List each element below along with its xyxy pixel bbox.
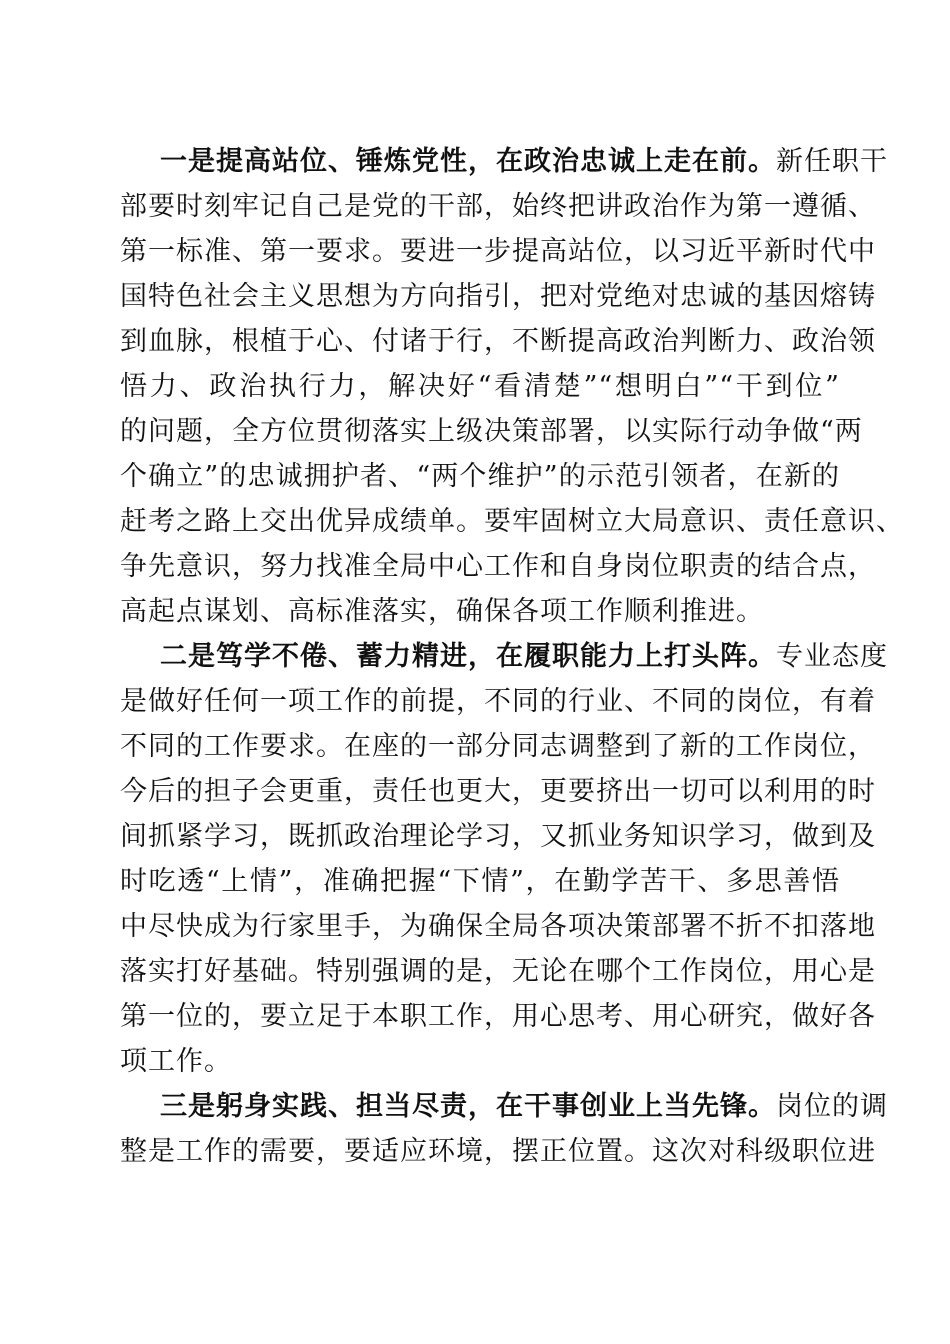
paragraph-1-text: 新任职干 (776, 146, 888, 177)
paragraph-2-line-6: 时吃透“上情”，准确把握“下情”，在勤学苦干、多思善悟 (120, 866, 840, 897)
paragraph-3-text: 岗位的调 (776, 1091, 888, 1122)
paragraph-1-line-11: 高起点谋划、高标准落实，确保各项工作顺利推进。 (120, 596, 764, 627)
paragraph-1-line-2: 部要时刻牢记自己是党的干部，始终把讲政治作为第一遵循、 (120, 191, 876, 222)
paragraph-1-line-9: 赶考之路上交出优异成绩单。要牢固树立大局意识、责任意识、 (120, 506, 904, 537)
paragraph-3-line-2: 整是工作的需要，要适应环境，摆正位置。这次对科级职位进 (120, 1136, 876, 1167)
paragraph-1-line-5: 到血脉，根植于心、付诸于行，不断提高政治判断力、政治领 (120, 326, 876, 357)
paragraph-1-line-6: 悟力、政治执行力，解决好“看清楚”“想明白”“干到位” (120, 371, 840, 402)
paragraph-1-heading: 一是提高站位、锤炼党性，在政治忠诚上走在前。 (160, 146, 776, 177)
paragraph-1-line-3: 第一标准、第一要求。要进一步提高站位，以习近平新时代中 (120, 236, 876, 267)
paragraph-2-text: 专业态度 (776, 641, 888, 672)
paragraph-1-line-4: 国特色社会主义思想为方向指引，把对党绝对忠诚的基因熔铸 (120, 281, 876, 312)
paragraph-1-line-8: 个确立”的忠诚拥护者、“两个维护”的示范引领者，在新的 (120, 461, 840, 492)
paragraph-2-line-4: 今后的担子会更重，责任也更大，更要挤出一切可以利用的时 (120, 776, 876, 807)
paragraph-2-heading: 二是笃学不倦、蓄力精进，在履职能力上打头阵。 (160, 641, 776, 672)
paragraph-2-line-10: 项工作。 (120, 1046, 232, 1077)
paragraph-2-line-5: 间抓紧学习，既抓政治理论学习，又抓业务知识学习，做到及 (120, 821, 876, 852)
paragraph-2-line-8: 落实打好基础。特别强调的是，无论在哪个工作岗位，用心是 (120, 956, 876, 987)
paragraph-3-heading: 三是躬身实践、担当尽责，在干事创业上当先锋。 (160, 1091, 776, 1122)
paragraph-1-line-10: 争先意识，努力找准全局中心工作和自身岗位职责的结合点， (120, 551, 876, 582)
paragraph-1-line-1 (160, 142, 888, 182)
paragraph-2-line-9: 第一位的，要立足于本职工作，用心思考、用心研究，做好各 (120, 1001, 876, 1032)
paragraph-2-line-3: 不同的工作要求。在座的一部分同志调整到了新的工作岗位， (120, 731, 876, 762)
paragraph-2-line-1 (160, 637, 888, 677)
paragraph-3-line-1 (160, 1087, 888, 1127)
paragraph-1-line-7: 的问题，全方位贯彻落实上级决策部署，以实际行动争做“两 (120, 416, 863, 447)
paragraph-2-line-2: 是做好任何一项工作的前提，不同的行业、不同的岗位，有着 (120, 686, 876, 717)
paragraph-2-line-7: 中尽快成为行家里手，为确保全局各项决策部署不折不扣落地 (120, 911, 876, 942)
